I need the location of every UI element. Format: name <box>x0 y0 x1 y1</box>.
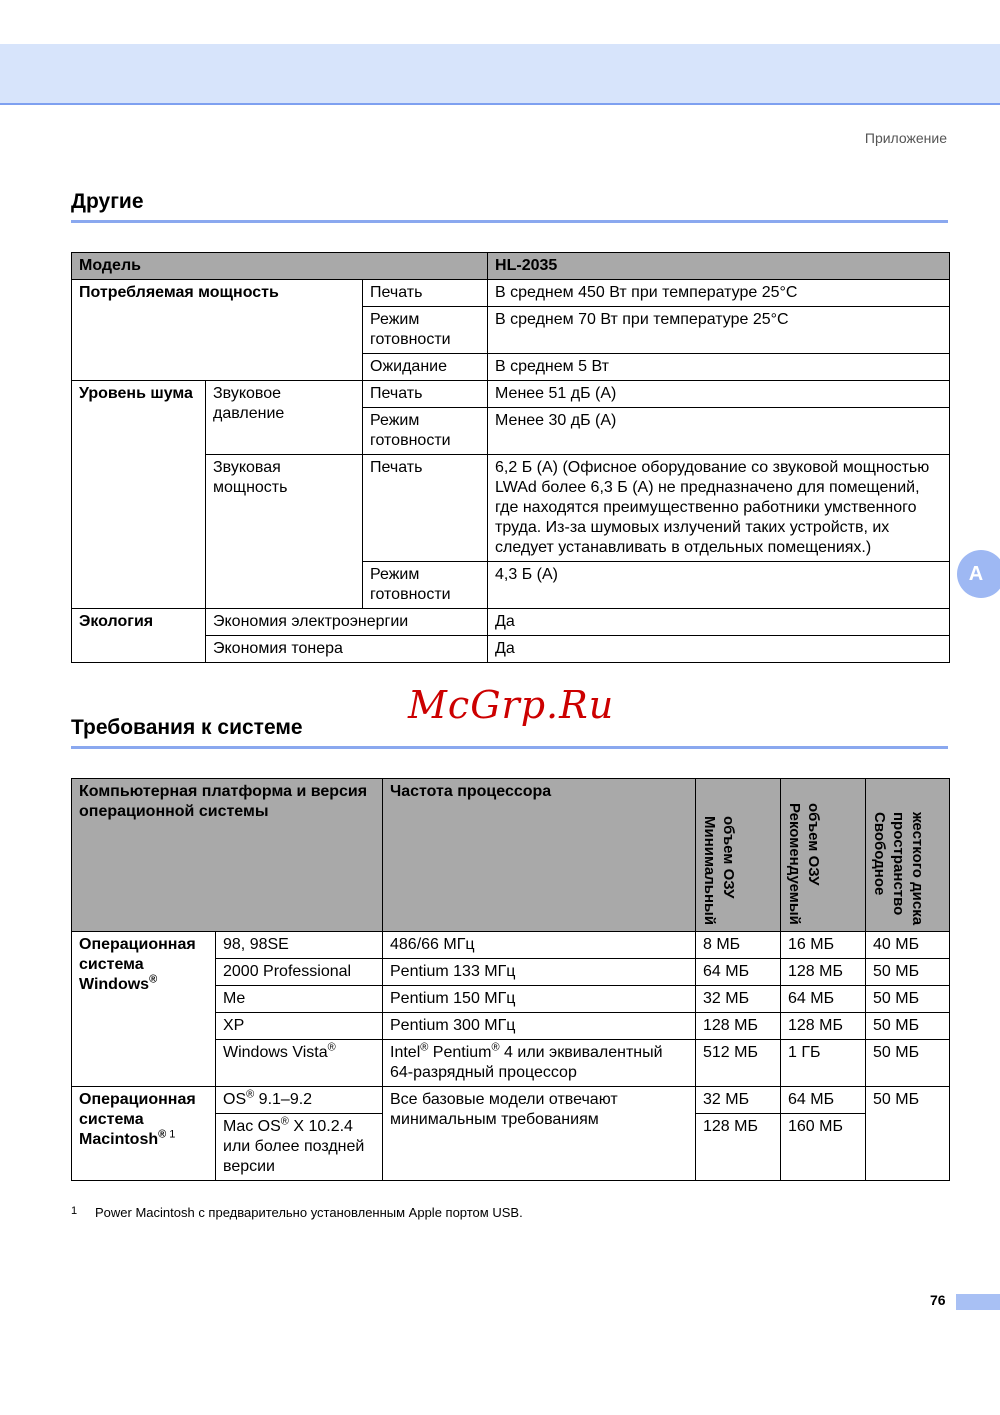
value-cell: Да <box>488 636 950 663</box>
appendix-tab: A <box>957 550 1000 598</box>
value-cell: 4,3 Б (А) <box>488 562 950 609</box>
value-cell: В среднем 5 Вт <box>488 354 950 381</box>
table-row <box>72 381 950 408</box>
value-cell: Менее 51 дБ (А) <box>488 381 950 408</box>
min-ram-header <box>696 779 781 932</box>
rec-ram-cell: 128 МБ <box>781 959 866 986</box>
power-label: Потребляемая мощность <box>72 280 363 381</box>
mode-cell: Печать <box>363 455 488 562</box>
os-cell: Me <box>216 986 383 1013</box>
table-header-row <box>72 253 950 280</box>
mac-label-line1: Операционная система <box>79 1091 196 1128</box>
footnote-ref: 1 <box>166 1128 176 1141</box>
requirements-table <box>71 778 950 1181</box>
mode-cell: Режим готовности <box>363 408 488 455</box>
registered-mark: ® <box>420 1041 429 1054</box>
ecology-item: Экономия тонера <box>206 636 488 663</box>
section-rule <box>71 746 948 749</box>
os-cell <box>216 1114 383 1181</box>
page-number: 76 <box>930 1292 946 1308</box>
cpu-cell: 486/66 МГц <box>383 932 696 959</box>
windows-label-line1: Операционная система <box>79 936 196 973</box>
disk-cell: 50 МБ <box>866 986 950 1013</box>
mac-os-version: X 10.2.4 или более поздней версии <box>223 1118 365 1175</box>
registered-mark: ® <box>327 1041 336 1054</box>
sound-power-label: Звуковая мощность <box>206 455 363 609</box>
running-head: Приложение <box>864 130 947 146</box>
mode-cell: Печать <box>363 381 488 408</box>
mode-cell: Печать <box>363 280 488 307</box>
rec-ram-cell: 160 МБ <box>781 1114 866 1181</box>
windows-label <box>72 932 216 1087</box>
mac-label <box>72 1087 216 1181</box>
cpu-pentium: Pentium <box>428 1044 492 1061</box>
mac-label-line2: Macintosh <box>79 1131 159 1148</box>
value-cell: Да <box>488 609 950 636</box>
page-number-band <box>956 1294 1000 1310</box>
section-title-other: Другие <box>71 190 144 213</box>
registered-mark: ® <box>491 1041 500 1054</box>
os-cell: 98, 98SE <box>216 932 383 959</box>
rec-ram-header-line1: Рекомендуемый <box>786 803 803 925</box>
noise-label: Уровень шума <box>72 381 206 609</box>
value-cell: Менее 30 дБ (А) <box>488 408 950 455</box>
footnote-mark: 1 <box>71 1205 78 1217</box>
disk-cell: 50 МБ <box>866 1013 950 1040</box>
rec-ram-header <box>781 779 866 932</box>
watermark: McGrp.Ru <box>408 683 615 727</box>
registered-mark: ® <box>158 1128 167 1141</box>
mac-os-version: 9.1–9.2 <box>254 1091 313 1108</box>
specs-table <box>71 252 950 663</box>
rec-ram-cell: 128 МБ <box>781 1013 866 1040</box>
section-rule <box>71 220 948 223</box>
os-cell <box>216 1087 383 1114</box>
cpu-cell: Pentium 150 МГц <box>383 986 696 1013</box>
header-band-rule <box>0 103 1000 105</box>
disk-cell: 50 МБ <box>866 1040 950 1087</box>
min-ram-header-line1: Минимальный <box>701 815 718 925</box>
mode-cell: Режим готовности <box>363 562 488 609</box>
disk-header <box>866 779 950 932</box>
table-row <box>72 1087 950 1114</box>
disk-cell: 50 МБ <box>866 959 950 986</box>
cpu-rest: 4 или эквивалентный 64-разрядный процессор <box>390 1044 663 1081</box>
rec-ram-cell: 1 ГБ <box>781 1040 866 1087</box>
model-label: Модель <box>72 253 488 280</box>
cpu-intel: Intel <box>390 1044 421 1061</box>
platform-header: Компьютерная платформа и версия операционной системы <box>72 779 383 932</box>
table-row <box>72 609 950 636</box>
min-ram-cell: 32 МБ <box>696 986 781 1013</box>
min-ram-cell: 8 МБ <box>696 932 781 959</box>
rec-ram-cell: 64 МБ <box>781 1087 866 1114</box>
footnote <box>71 1205 523 1220</box>
table-row <box>72 932 950 959</box>
ecology-item: Экономия электроэнергии <box>206 609 488 636</box>
mac-os-name: Mac OS <box>223 1118 281 1135</box>
min-ram-cell: 32 МБ <box>696 1087 781 1114</box>
os-cell: 2000 Professional <box>216 959 383 986</box>
table-header-row <box>72 779 950 932</box>
value-cell: 6,2 Б (А) (Офисное оборудование со звуковой мощностью LWAd более 6,3 Б (А) не предназначено для помещений, где находятся преимущественно работники умственного труда. Из-за шумовых излучений таких устройств, их следует устанавливать в отдельных помещениях.) <box>488 455 950 562</box>
min-ram-cell: 64 МБ <box>696 959 781 986</box>
rec-ram-cell: 16 МБ <box>781 932 866 959</box>
disk-cell: 50 МБ <box>866 1087 950 1181</box>
table-row <box>72 280 950 307</box>
cpu-cell: Все базовые модели отвечают минимальным требованиям <box>383 1087 696 1181</box>
model-value: HL-2035 <box>488 253 950 280</box>
os-cell: XP <box>216 1013 383 1040</box>
footnote-text: Power Macintosh с предварительно установленным Apple портом USB. <box>95 1205 523 1220</box>
cpu-header: Частота процессора <box>383 779 696 932</box>
sound-pressure-label: Звуковое давление <box>206 381 363 455</box>
cpu-cell: Pentium 133 МГц <box>383 959 696 986</box>
mode-cell: Ожидание <box>363 354 488 381</box>
windows-label-line2: Windows <box>79 976 150 993</box>
cpu-cell <box>383 1040 696 1087</box>
disk-header-line1: Свободное <box>871 811 888 896</box>
registered-mark: ® <box>149 973 158 986</box>
registered-mark: ® <box>246 1088 255 1101</box>
cpu-cell: Pentium 300 МГц <box>383 1013 696 1040</box>
value-cell: В среднем 450 Вт при температуре 25°C <box>488 280 950 307</box>
vista-name: Windows Vista <box>223 1044 328 1061</box>
disk-header-line3: жесткого диска <box>909 811 926 925</box>
mode-cell: Режим готовности <box>363 307 488 354</box>
disk-cell: 40 МБ <box>866 932 950 959</box>
rec-ram-cell: 64 МБ <box>781 986 866 1013</box>
min-ram-cell: 128 МБ <box>696 1114 781 1181</box>
mac-os-name: OS <box>223 1091 247 1108</box>
min-ram-cell: 128 МБ <box>696 1013 781 1040</box>
disk-header-line2: пространство <box>890 811 907 916</box>
min-ram-header-line2: объем ОЗУ <box>720 815 737 899</box>
value-cell: В среднем 70 Вт при температуре 25°C <box>488 307 950 354</box>
header-band <box>0 44 1000 104</box>
min-ram-cell: 512 МБ <box>696 1040 781 1087</box>
ecology-label: Экология <box>72 609 206 663</box>
registered-mark: ® <box>280 1115 289 1128</box>
os-cell <box>216 1040 383 1087</box>
rec-ram-header-line2: объем ОЗУ <box>805 803 822 886</box>
section-title-requirements: Требования к системе <box>71 716 303 739</box>
